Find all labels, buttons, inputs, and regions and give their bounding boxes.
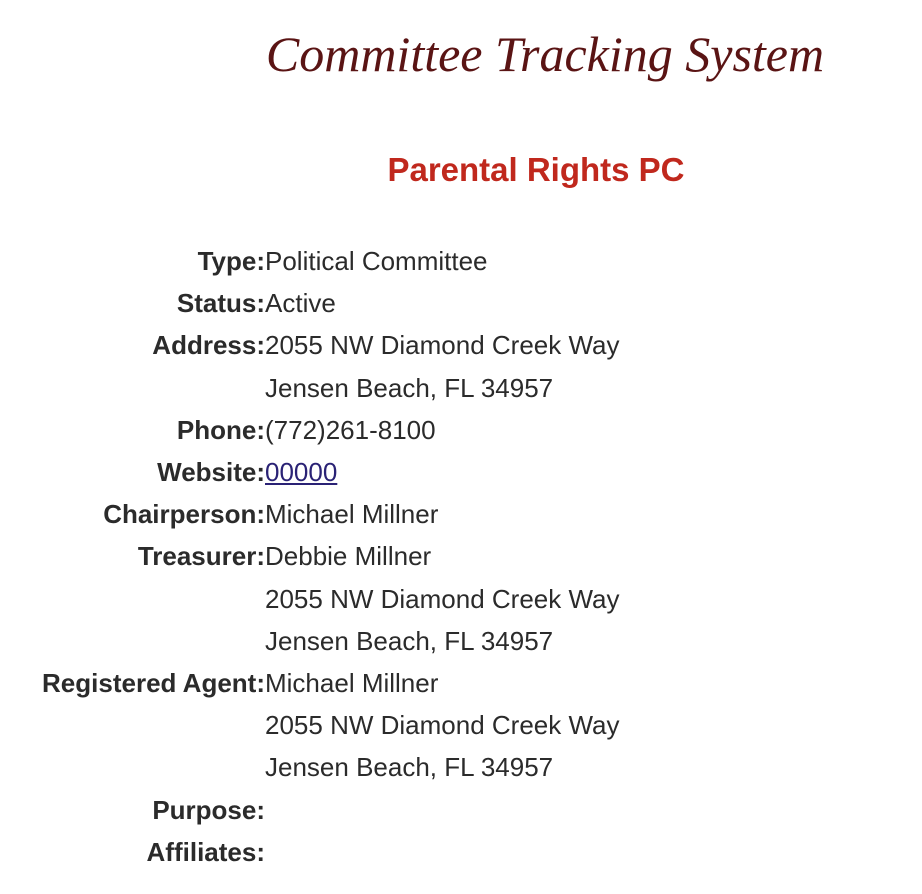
affiliates-label: Affiliates:	[146, 836, 265, 867]
phone-value: (772)261-8100	[265, 414, 436, 445]
registered-agent-row	[0, 662, 922, 789]
treasurer-value	[265, 535, 620, 662]
treasurer-label: Treasurer:	[137, 541, 265, 572]
status-label: Status:	[176, 288, 265, 319]
address-row	[0, 324, 922, 408]
address-street: 2055 NW Diamond Creek Way	[265, 330, 620, 361]
phone-row	[0, 409, 922, 451]
website-link[interactable]: 00000	[265, 457, 338, 488]
committee-details	[0, 240, 922, 873]
treasurer-name: Debbie Millner	[265, 541, 432, 572]
registered-agent-name: Michael Millner	[265, 668, 439, 699]
status-row	[0, 282, 922, 324]
registered-agent-label: Registered Agent:	[42, 668, 265, 699]
chairperson-row	[0, 493, 922, 535]
address-label: Address:	[152, 330, 265, 361]
committee-name: Parental Rights PC	[387, 151, 685, 188]
website-value	[265, 451, 337, 493]
registered-agent-street: 2055 NW Diamond Creek Way	[265, 710, 620, 741]
type-label: Type:	[197, 246, 265, 276]
affiliates-row	[0, 831, 922, 873]
website-row	[0, 451, 922, 493]
treasurer-row	[0, 535, 922, 662]
website-label: Website:	[157, 457, 265, 488]
purpose-label: Purpose:	[152, 794, 265, 825]
phone-label: Phone:	[176, 414, 265, 445]
chairperson-label: Chairperson:	[103, 499, 265, 530]
registered-agent-value	[265, 662, 620, 789]
address-city: Jensen Beach, FL 34957	[265, 372, 554, 403]
purpose-row	[0, 789, 922, 831]
treasurer-street: 2055 NW Diamond Creek Way	[265, 583, 620, 614]
treasurer-city: Jensen Beach, FL 34957	[265, 625, 554, 656]
address-value	[265, 324, 620, 408]
chairperson-value: Michael Millner	[265, 499, 439, 530]
status-value: Active	[265, 288, 336, 319]
registered-agent-city: Jensen Beach, FL 34957	[265, 752, 554, 783]
system-title: Committee Tracking System	[265, 26, 825, 82]
type-value: Political Committee	[265, 246, 488, 276]
type-row	[0, 240, 922, 282]
